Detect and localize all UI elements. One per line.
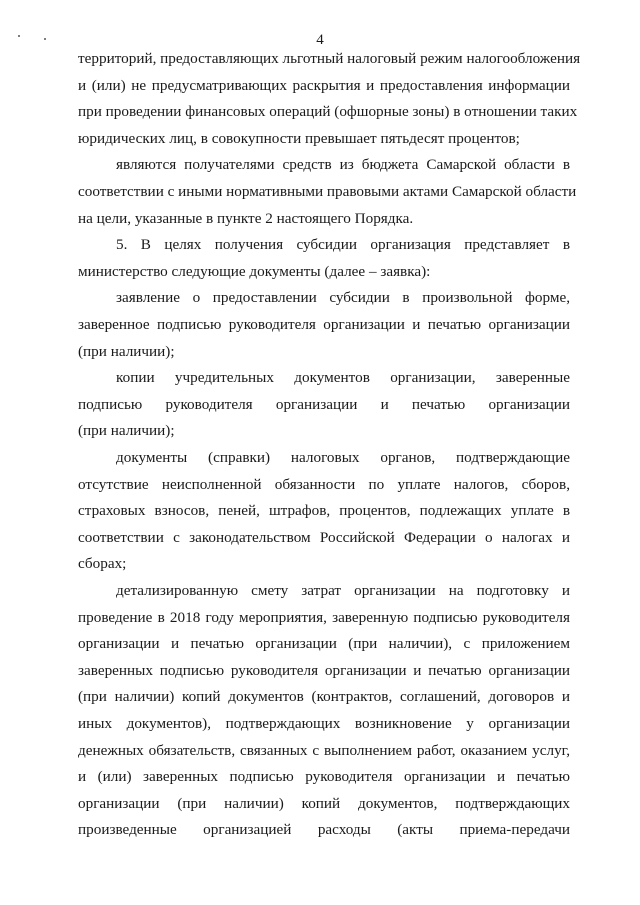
text-line: являются получателями средств из бюджета Самарской области в	[116, 156, 570, 174]
text-line: иных документов), подтверждающих возникновение у организации	[78, 715, 570, 732]
text-line: страховых взносов, пеней, штрафов, процентов, подлежащих уплате в	[78, 502, 570, 520]
text-line: копии учредительных документов организации, заверенные	[116, 369, 570, 387]
text-line: детализированную смету затрат организации на подготовку и	[116, 582, 570, 599]
text-line: соответствии с иными нормативными правовыми актами Самарской области	[78, 183, 577, 200]
text-line: подписью руководителя организации и печатью организации	[78, 395, 570, 413]
text-line: отсутствие неисполненной обязанности по уплате налогов, сборов,	[78, 475, 570, 493]
text-line: заявление о предоставлении субсидии в произвольной форме,	[116, 289, 570, 307]
text-line: (при наличии);	[78, 422, 175, 440]
text-line: заверенных подписью руководителя организации и печатью организации	[78, 661, 570, 679]
text-line: (при наличии);	[78, 342, 175, 360]
text-line: территорий, предоставляющих льготный налоговый режим налогообложения	[78, 50, 581, 67]
text-line: и (или) не предусматривающих раскрытия и предоставления информации	[78, 76, 570, 94]
text-line: произведенные организацией расходы (акты приема-передачи	[78, 821, 570, 839]
text-line: сборах;	[78, 555, 127, 573]
text-line: денежных обязательств, связанных с выполнением работ, оказанием услуг,	[78, 741, 570, 759]
text-line: 5. В целях получения субсидии организация представляет в	[116, 236, 570, 254]
page-number: 4	[316, 32, 324, 48]
text-line: юридических лиц, в совокупности превышает пятьдесят процентов;	[78, 129, 520, 147]
text-line: проведение в 2018 году мероприятия, заверенную подписью руководителя	[78, 608, 570, 626]
text-line: заверенное подписью руководителя организации и печатью организации	[78, 316, 570, 333]
text-line: организации и печатью организации (при наличии), с приложением	[78, 635, 570, 653]
text-line: министерство следующие документы (далее – заявка):	[78, 262, 431, 280]
text-line: (при наличии) копий документов (контрактов, соглашений, договоров и	[78, 688, 570, 706]
text-line: и (или) заверенных подписью руководителя организации и печатью	[78, 768, 570, 786]
text-line: на цели, указанные в пункте 2 настоящего Порядка.	[78, 209, 414, 227]
text-line: документы (справки) налоговых органов, подтверждающие	[116, 449, 570, 466]
text-line: организации (при наличии) копий документов, подтверждающих	[78, 794, 570, 812]
text-line: соответствии с законодательством Российской Федерации о налогах и	[78, 528, 570, 546]
text-line: при проведении финансовых операций (офшорные зоны) в отношении таких	[78, 103, 578, 121]
